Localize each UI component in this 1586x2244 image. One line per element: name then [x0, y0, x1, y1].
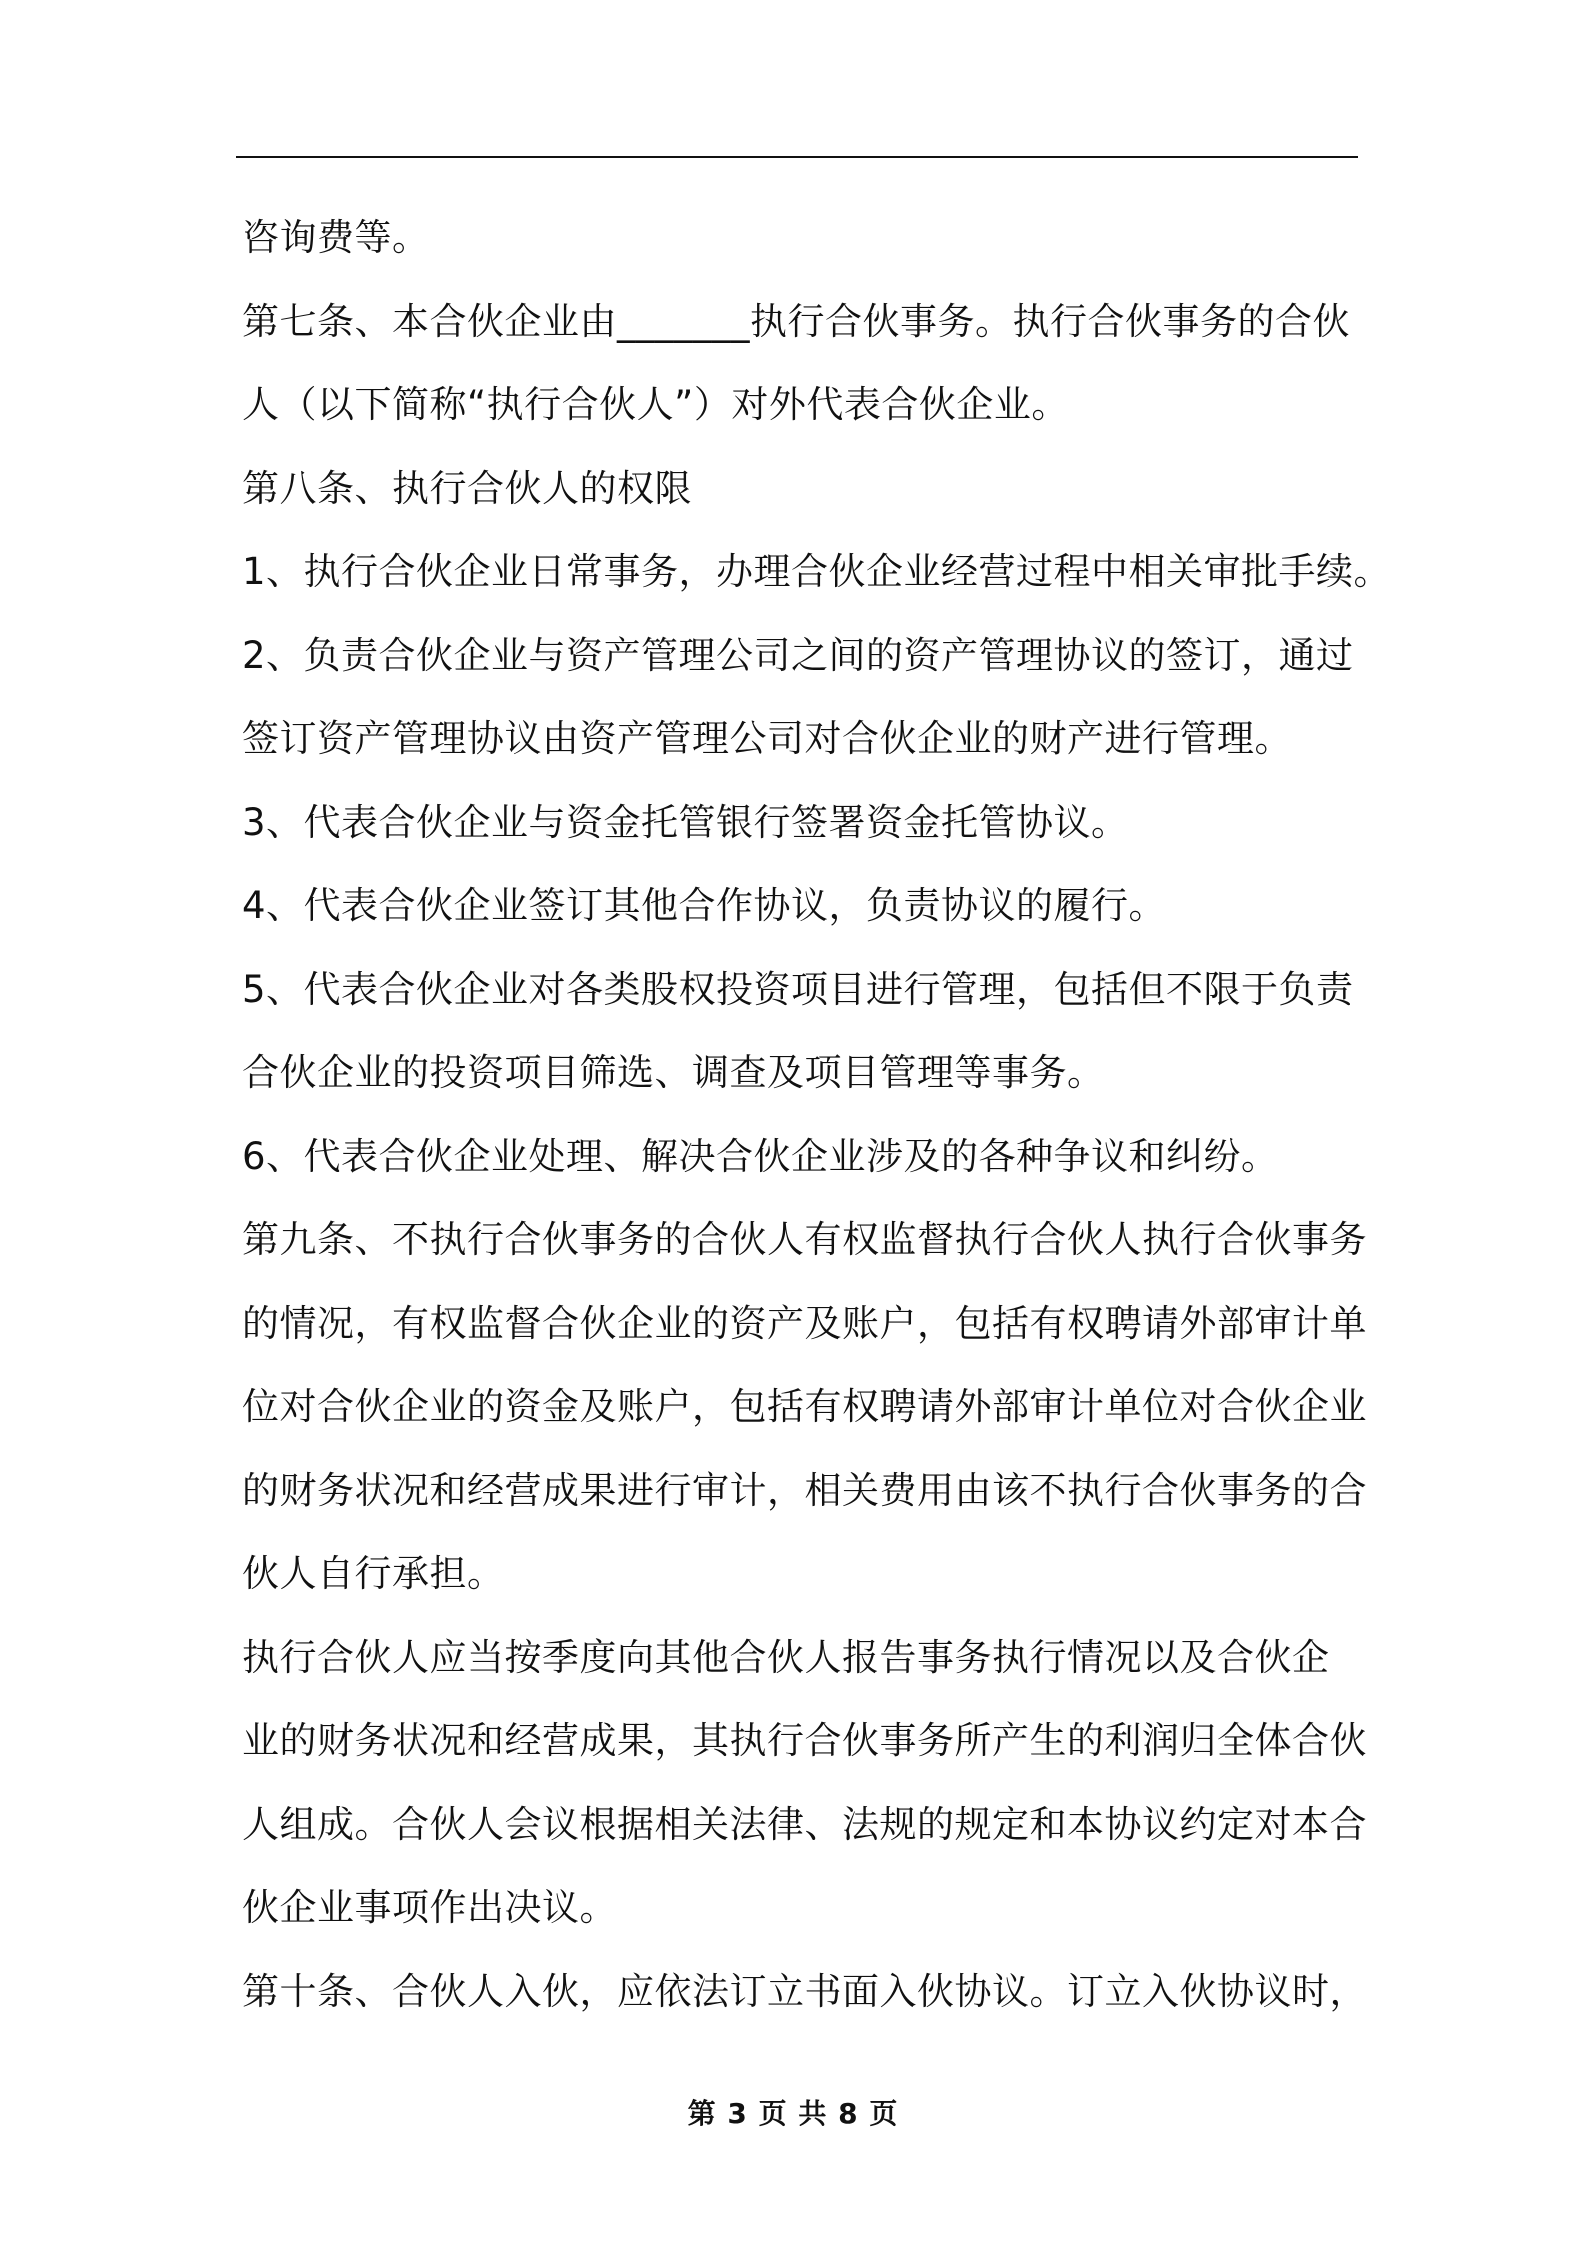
text-line: 3、代表合伙企业与资金托管银行签署资金托管协议。	[242, 800, 1129, 844]
text-line: 6、代表合伙企业处理、解决合伙企业涉及的各种争议和纠纷。	[242, 1134, 1279, 1178]
text-line: 4、代表合伙企业签订其他合作协议，负责协议的履行。	[242, 884, 1167, 927]
text-line: 第十条、合伙人入伙，应依法订立书面入伙协议。订立入伙协议时，	[242, 1969, 1367, 2013]
text-line: 合伙企业的投资项目筛选、调查及项目管理等事务。	[242, 1051, 1105, 1094]
text-line: 执行合伙人应当按季度向其他合伙人报告事务执行情况以及合伙企	[242, 1635, 1330, 1679]
text-line: 第九条、不执行合伙事务的合伙人有权监督执行合伙人执行合伙事务	[242, 1218, 1367, 1261]
text-line: 1、执行合伙企业日常事务，办理合伙企业经营过程中相关审批手续。	[242, 550, 1392, 593]
text-line: 伙人自行承担。	[242, 1552, 505, 1595]
text-line: 5、代表合伙企业对各类股权投资项目进行管理，包括但不限于负责	[242, 967, 1354, 1011]
text-line: 的情况，有权监督合伙企业的资产及账户，包括有权聘请外部审计单	[242, 1301, 1367, 1345]
text-line: 人组成。合伙人会议根据相关法律、法规的规定和本协议约定对本合	[242, 1802, 1367, 1846]
text-line: 的财务状况和经营成果进行审计，相关费用由该不执行合伙事务的合	[242, 1468, 1367, 1512]
text-line: 签订资产管理协议由资产管理公司对合伙企业的财产进行管理。	[242, 717, 1292, 760]
text-line: 第七条、本合伙企业由_______执行合伙事务。执行合伙事务的合伙	[242, 299, 1350, 343]
page-footer	[0, 2092, 1586, 2132]
text-line: 人（以下简称“执行合伙人”）对外代表合伙企业。	[242, 383, 1069, 426]
text-line: 伙企业事项作出决议。	[242, 1886, 617, 1929]
text-line: 第八条、执行合伙人的权限	[242, 466, 692, 510]
document-body	[242, 196, 1392, 2033]
text-line: 2、负责合伙企业与资产管理公司之间的资产管理协议的签订，通过	[242, 633, 1354, 677]
page-number: 第 3 页 共 8 页	[687, 2097, 899, 2130]
header-rule	[236, 156, 1358, 158]
text-line: 位对合伙企业的资金及账户，包括有权聘请外部审计单位对合伙企业	[242, 1385, 1367, 1428]
text-line: 咨询费等。	[242, 216, 430, 259]
text-line: 业的财务状况和经营成果，其执行合伙事务所产生的利润归全体合伙	[242, 1719, 1367, 1762]
